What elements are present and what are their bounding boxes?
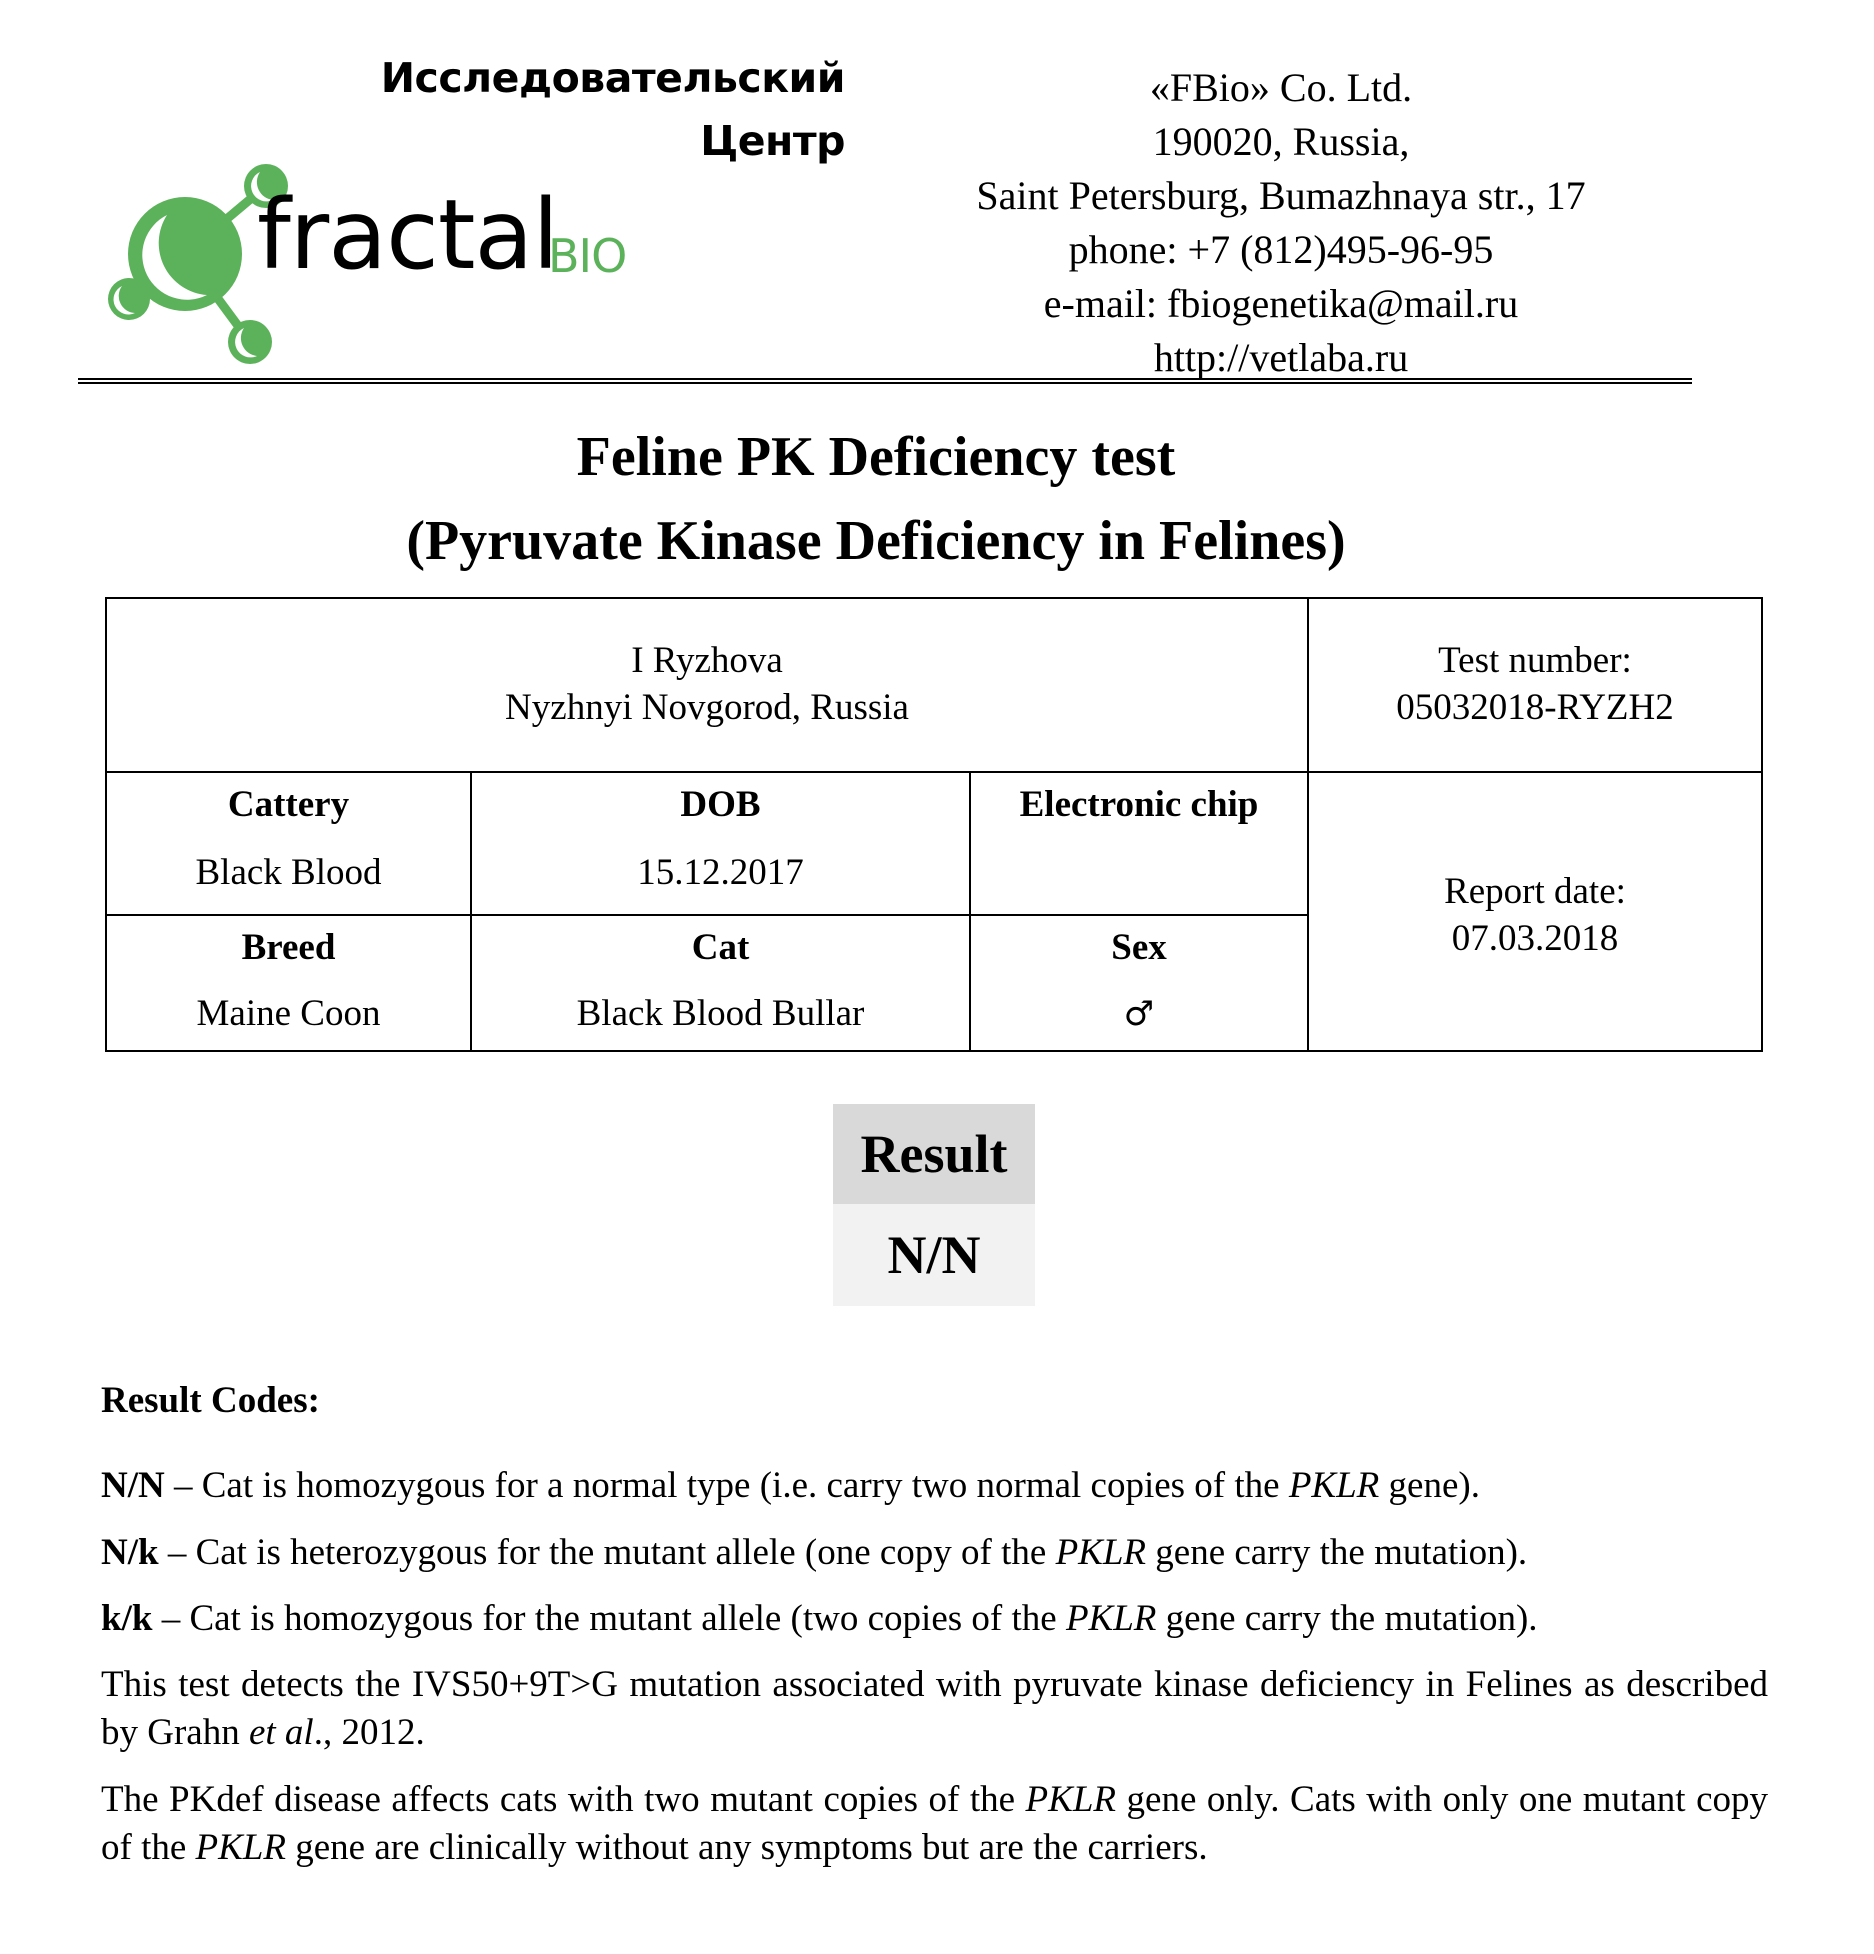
lab-name-ru-line-2: Центр (700, 117, 845, 165)
report-date-value: 07.03.2018 (1451, 918, 1619, 959)
dob-value: 15.12.2017 (637, 852, 804, 893)
result-label: Result (833, 1104, 1035, 1204)
postal-code-country: 190020, Russia, (1152, 119, 1410, 164)
gene-name: PKLR (1065, 1598, 1157, 1639)
result-codes-heading: Result Codes: (101, 1380, 320, 1421)
test-number-cell (1307, 597, 1763, 773)
gene-name: PKLR (1025, 1779, 1117, 1820)
fractal-bio-logo (95, 155, 635, 370)
code-nn-desc: Cat is homozygous for a normal type (i.e. carry two normal copies of the (201, 1465, 1289, 1506)
gene-name: PKLR (195, 1827, 286, 1868)
company-name: «FBio» Co. Ltd. (1149, 65, 1413, 110)
citation-year: ., 2012. (313, 1712, 425, 1753)
gene-name: PKLR (1288, 1465, 1380, 1506)
code-separator: – (164, 1465, 202, 1506)
mutation-text: This test detects the IVS50+9T>G mutation associated with pyruvate kinase deficiency in Felines as described by Grahn (101, 1664, 1768, 1753)
owner-name: I Ryzhova (631, 640, 783, 681)
logo-bio-suffix: BIO (548, 229, 627, 283)
code-item-kk (101, 1599, 1768, 1639)
dob-cell (470, 771, 971, 916)
sex-label: Sex (1111, 927, 1167, 968)
citation-et-al: et al (248, 1712, 314, 1753)
code-nk-desc: Cat is heterozygous for the mutant allele (one copy of the (195, 1532, 1056, 1573)
cat-name-label: Cat (691, 927, 750, 968)
logo-wordmark: fractal (257, 179, 559, 291)
owner-cell (105, 597, 1309, 773)
header-double-rule (78, 378, 1692, 384)
code-separator: – (152, 1598, 190, 1639)
test-number-value: 05032018-RYZH2 (1396, 687, 1674, 728)
breed-value: Maine Coon (196, 993, 381, 1034)
breed-label: Breed (241, 927, 336, 968)
result-box (833, 1104, 1035, 1306)
code-nn-desc-end: gene). (1379, 1465, 1480, 1506)
dob-label: DOB (680, 784, 761, 825)
disease-text-2: gene only. Cats with only one mutant copy of the (101, 1779, 1768, 1868)
code-item-nn (101, 1466, 1768, 1506)
result-genotype: N/N (833, 1204, 1035, 1306)
disease-text-1: The PKdef disease affects cats with two mutant copies of the (101, 1779, 1026, 1820)
owner-location: Nyzhnyi Novgorod, Russia (505, 687, 909, 728)
test-number-label: Test number: (1438, 640, 1632, 681)
code-kk-desc-end: gene carry the mutation). (1156, 1598, 1538, 1639)
company-address (880, 61, 1682, 385)
breed-cell (105, 914, 472, 1052)
report-date-cell (1307, 771, 1763, 1052)
cat-name-value: Black Blood Bullar (576, 993, 865, 1034)
code-nk-desc-end: gene carry the mutation). (1146, 1532, 1528, 1573)
email: e-mail: fbiogenetika@mail.ru (1043, 281, 1519, 326)
cattery-cell (105, 771, 472, 916)
street-address: Saint Petersburg, Bumazhnaya str., 17 (976, 173, 1586, 218)
mutation-description (101, 1661, 1768, 1757)
chip-label: Electronic chip (1019, 784, 1259, 825)
code-nn: N/N (101, 1465, 165, 1506)
lab-name-ru-line-1: Исследовательский (380, 54, 845, 102)
sex-cell (969, 914, 1309, 1052)
sample-info-table (105, 597, 1763, 1052)
cat-name-cell (470, 914, 971, 1052)
cattery-label: Cattery (227, 784, 350, 825)
gene-name: PKLR (1055, 1532, 1147, 1573)
male-symbol-icon: ♂ (1123, 994, 1155, 1034)
website-link[interactable]: http://vetlaba.ru (1153, 335, 1409, 380)
phone: phone: +7 (812)495-96-95 (1068, 227, 1494, 272)
code-kk-desc: Cat is homozygous for the mutant allele (two copies of the (189, 1598, 1066, 1639)
code-item-nk (101, 1533, 1768, 1573)
code-kk: k/k (101, 1598, 153, 1639)
disease-description (101, 1776, 1768, 1872)
report-date-label: Report date: (1444, 871, 1626, 912)
disease-text-3: gene are clinically without any symptoms but are the carriers. (286, 1827, 1208, 1868)
report-subtitle: (Pyruvate Kinase Deficiency in Felines) (406, 510, 1346, 572)
code-nk: N/k (101, 1532, 159, 1573)
cattery-value: Black Blood (195, 852, 382, 893)
report-title: Feline PK Deficiency test (576, 426, 1176, 488)
code-separator: – (158, 1532, 196, 1573)
chip-cell (969, 771, 1309, 916)
